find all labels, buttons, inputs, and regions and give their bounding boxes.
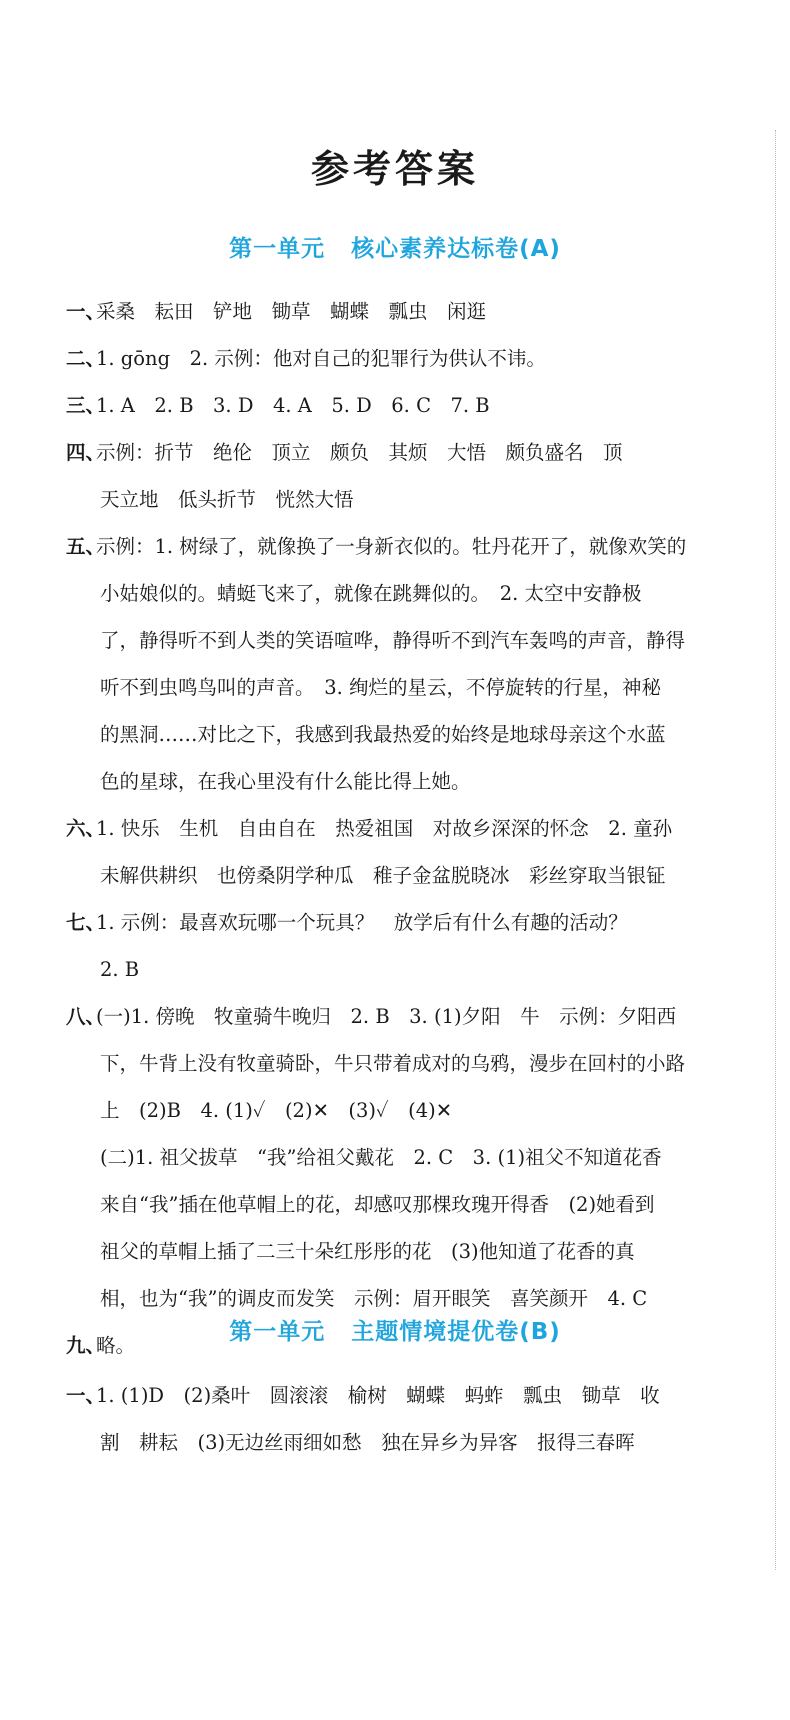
answer-line [66, 899, 746, 946]
page-edge [775, 130, 776, 1570]
answer-line [66, 1228, 746, 1275]
answer-line [66, 993, 746, 1040]
answer-text: 相，也为“我”的调皮而发笑 示例：眉开眼笑 喜笑颜开 4. C [100, 1287, 648, 1310]
question-number: 一、 [66, 1384, 106, 1407]
answer-text: 1. A 2. B 3. D 4. A 5. D 6. C 7. B [96, 394, 490, 417]
question-number: 一、 [66, 300, 106, 323]
answer-text: 的黑洞……对比之下，我感到我最热爱的始终是地球母亲这个水蓝 [100, 723, 666, 746]
answer-line [66, 1181, 746, 1228]
section-b-title-unit: 第一单元 [229, 1319, 326, 1345]
answer-text: 色的星球，在我心里没有什么能比得上她。 [100, 770, 471, 793]
answer-text: 祖父的草帽上插了二三十朵红彤彤的花 (3)他知道了花香的真 [100, 1240, 635, 1263]
answer-text: 割 耕耘 (3)无边丝雨细如愁 独在异乡为异客 报得三春晖 [100, 1431, 635, 1454]
answer-line [66, 946, 746, 993]
question-number: 三、 [66, 394, 106, 417]
answer-line [66, 711, 746, 758]
answer-text: 示例：1. 树绿了，就像换了一身新衣似的。牡丹花开了，就像欢笑的 [96, 535, 687, 558]
answer-line [66, 805, 746, 852]
page-title: 参考答案 [310, 147, 479, 191]
answer-text: 下，牛背上没有牧童骑卧，牛只带着成对的乌鸦，漫步在回村的小路 [100, 1052, 686, 1075]
answer-text: 小姑娘似的。蜻蜓飞来了，就像在跳舞似的。 2. 太空中安静极 [100, 582, 642, 605]
question-number: 六、 [66, 817, 106, 840]
section-a-answers [66, 288, 746, 1369]
answer-line [66, 335, 746, 382]
answer-text: 1. (1)D (2)桑叶 圆滚滚 榆树 蝴蝶 蚂蚱 瓢虫 锄草 收 [96, 1384, 660, 1407]
answer-text: 1. gōng 2. 示例：他对自己的犯罪行为供认不讳。 [96, 347, 546, 370]
answer-line [66, 617, 746, 664]
section-b-title-name: 主题情境提优卷(B) [351, 1319, 561, 1345]
answer-text: 2. B [100, 958, 140, 981]
answer-line [66, 476, 746, 523]
answer-text: (一)1. 傍晚 牧童骑牛晚归 2. B 3. (1)夕阳 牛 示例：夕阳西 [96, 1005, 677, 1028]
answer-line [66, 664, 746, 711]
answer-text: 上 (2)B 4. (1)✓ (2)✕ (3)✓ (4)✕ [100, 1099, 453, 1122]
section-b-answers [66, 1372, 746, 1466]
answer-line [66, 382, 746, 429]
question-number: 八、 [66, 1005, 106, 1028]
answer-text: 1. 示例：最喜欢玩哪一个玩具？ 放学后有什么有趣的活动？ [96, 911, 628, 934]
question-number: 二、 [66, 347, 106, 370]
answer-line [66, 1087, 746, 1134]
answer-line [66, 288, 746, 335]
answer-line [66, 1419, 746, 1466]
answer-text: 未解供耕织 也傍桑阴学种瓜 稚子金盆脱晓冰 彩丝穿取当银钲 [100, 864, 666, 887]
answer-text: (二)1. 祖父拔草 “我”给祖父戴花 2. C 3. (1)祖父不知道花香 [100, 1146, 662, 1169]
answer-text: 采桑 耘田 铲地 锄草 蝴蝶 瓢虫 闲逛 [96, 300, 487, 323]
answer-line [66, 852, 746, 899]
section-b-title [0, 1313, 790, 1346]
answer-text: 示例：折节 绝伦 顶立 颇负 其烦 大悟 颇负盛名 顶 [96, 441, 623, 464]
answer-line [66, 1372, 746, 1419]
answer-line [66, 1040, 746, 1087]
answer-text: 来自“我”插在他草帽上的花，却感叹那棵玫瑰开得香 (2)她看到 [100, 1193, 655, 1216]
answer-text: 天立地 低头折节 恍然大悟 [100, 488, 354, 511]
question-number: 七、 [66, 911, 106, 934]
answer-line [66, 429, 746, 476]
section-a-title-unit: 第一单元 [229, 236, 326, 262]
question-number: 四、 [66, 441, 106, 464]
question-number: 五、 [66, 535, 106, 558]
answer-line [66, 570, 746, 617]
section-a-title-name: 核心素养达标卷(A) [351, 236, 561, 262]
answer-text: 1. 快乐 生机 自由自在 热爱祖国 对故乡深深的怀念 2. 童孙 [96, 817, 673, 840]
section-a-title [0, 230, 790, 263]
question-number: 九、 [66, 1334, 106, 1357]
answer-line [66, 1134, 746, 1181]
answer-text: 听不到虫鸣鸟叫的声音。 3. 绚烂的星云，不停旋转的行星，神秘 [100, 676, 662, 699]
answer-text: 了，静得听不到人类的笑语喧哗，静得听不到汽车轰鸣的声音，静得 [100, 629, 686, 652]
answer-text: 略。 [96, 1334, 136, 1357]
answer-line [66, 523, 746, 570]
answer-line [66, 758, 746, 805]
